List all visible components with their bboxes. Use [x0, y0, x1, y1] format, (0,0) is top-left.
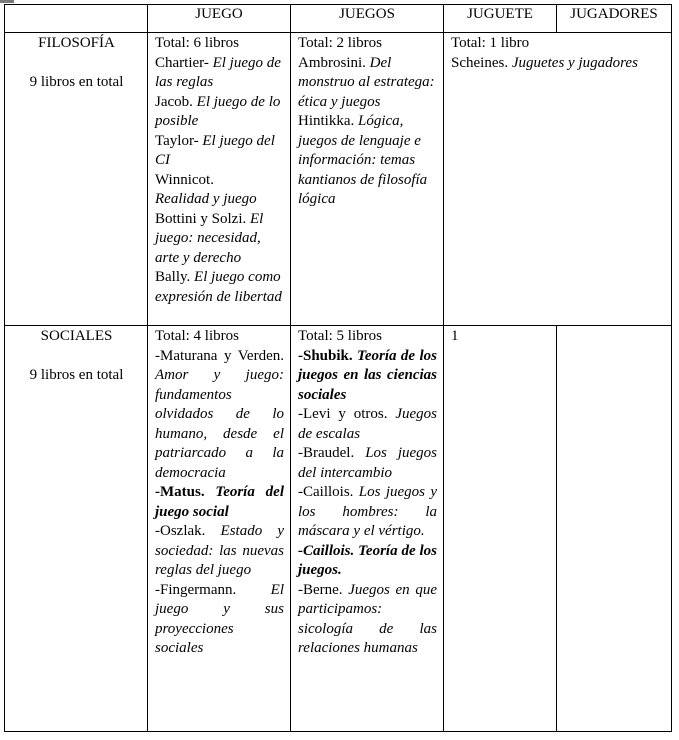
category-label: FILOSOFÍA	[38, 35, 115, 51]
header-juguete: JUGUETE	[444, 5, 557, 33]
header-row	[5, 5, 672, 33]
book-entry: Jacob. El juego de lo posible	[155, 93, 281, 129]
window-corner-mark	[0, 0, 14, 3]
book-entry: Bally. El juego como expresión de libertad	[155, 269, 282, 305]
row-header-sociales	[5, 326, 148, 732]
table-row-filosofia	[5, 33, 672, 326]
book-entry: -Levi y otros. Juegos de escalas	[298, 406, 437, 442]
cell-sociales-juguete	[444, 326, 557, 732]
cell-filosofia-juguete	[444, 33, 672, 326]
cell-filosofia-juegos	[291, 33, 444, 326]
cell-total: Total: 1 libro	[451, 35, 530, 51]
cell-sociales-jugadores	[557, 326, 672, 732]
book-entry: -Oszlak. Estado y sociedad: las nuevas reglas del juego	[155, 523, 284, 578]
table-row-sociales	[5, 326, 672, 732]
book-entry: Chartier- El juego de las reglas	[155, 54, 281, 90]
header-jugadores: JUGADORES	[557, 5, 672, 33]
book-entry: -Berne. Juegos en que participamos: sicología de las relaciones humanas	[298, 581, 437, 656]
book-entry: Bottini y Solzi. El juego: necesidad, arte y derecho	[155, 210, 264, 266]
cell-total: Total: 2 libros	[298, 35, 382, 51]
book-entry: Ambrosini. Del monstruo al estratega: ética y juegos	[298, 54, 435, 110]
book-entry: Scheines. Juguetes y jugadores	[451, 54, 638, 71]
cell-total: Total: 5 libros	[298, 328, 382, 344]
cell-filosofia-juego	[148, 33, 291, 326]
category-label: SOCIALES	[40, 328, 113, 344]
header-juego: JUEGO	[148, 5, 291, 33]
category-total: 9 libros en total	[29, 74, 124, 90]
category-total: 9 libros en total	[29, 367, 124, 383]
book-entry: -Caillois. Los juegos y los hombres: la máscara y el vértigo.	[298, 484, 437, 539]
book-entry: -Shubik. Teoría de los juegos en las ciencias sociales	[298, 347, 437, 403]
book-entry: Hintikka. Lógica, juegos de lenguaje e información: temas kantianos de filosofía lógica	[298, 113, 428, 207]
book-entry: -Braudel. Los juegos del intercambio	[298, 445, 438, 481]
bibliography-table	[4, 4, 672, 732]
book-entry: -Fingermann. El juego y sus proyecciones sociales	[155, 581, 284, 656]
cell-total: Total: 4 libros	[155, 328, 239, 344]
cell-total: 1	[451, 328, 459, 344]
book-entry: Taylor- El juego del CI	[155, 132, 275, 168]
book-entry: -Caillois. Teoría de los juegos.	[298, 542, 437, 578]
row-header-filosofia	[5, 33, 148, 326]
book-entry: Winnicot. Realidad y juego	[155, 171, 257, 207]
book-entry: -Matus. Teoría del juego social	[155, 484, 284, 520]
book-entry: -Maturana y Verden. Amor y juego: fundamentos olvidados de lo humano, desde el patriarcado a la democracia	[155, 347, 284, 481]
header-corner-cell	[5, 5, 148, 33]
header-juegos: JUEGOS	[291, 5, 444, 33]
cell-sociales-juegos	[291, 326, 444, 732]
cell-sociales-juego	[148, 326, 291, 732]
cell-total: Total: 6 libros	[155, 35, 239, 51]
